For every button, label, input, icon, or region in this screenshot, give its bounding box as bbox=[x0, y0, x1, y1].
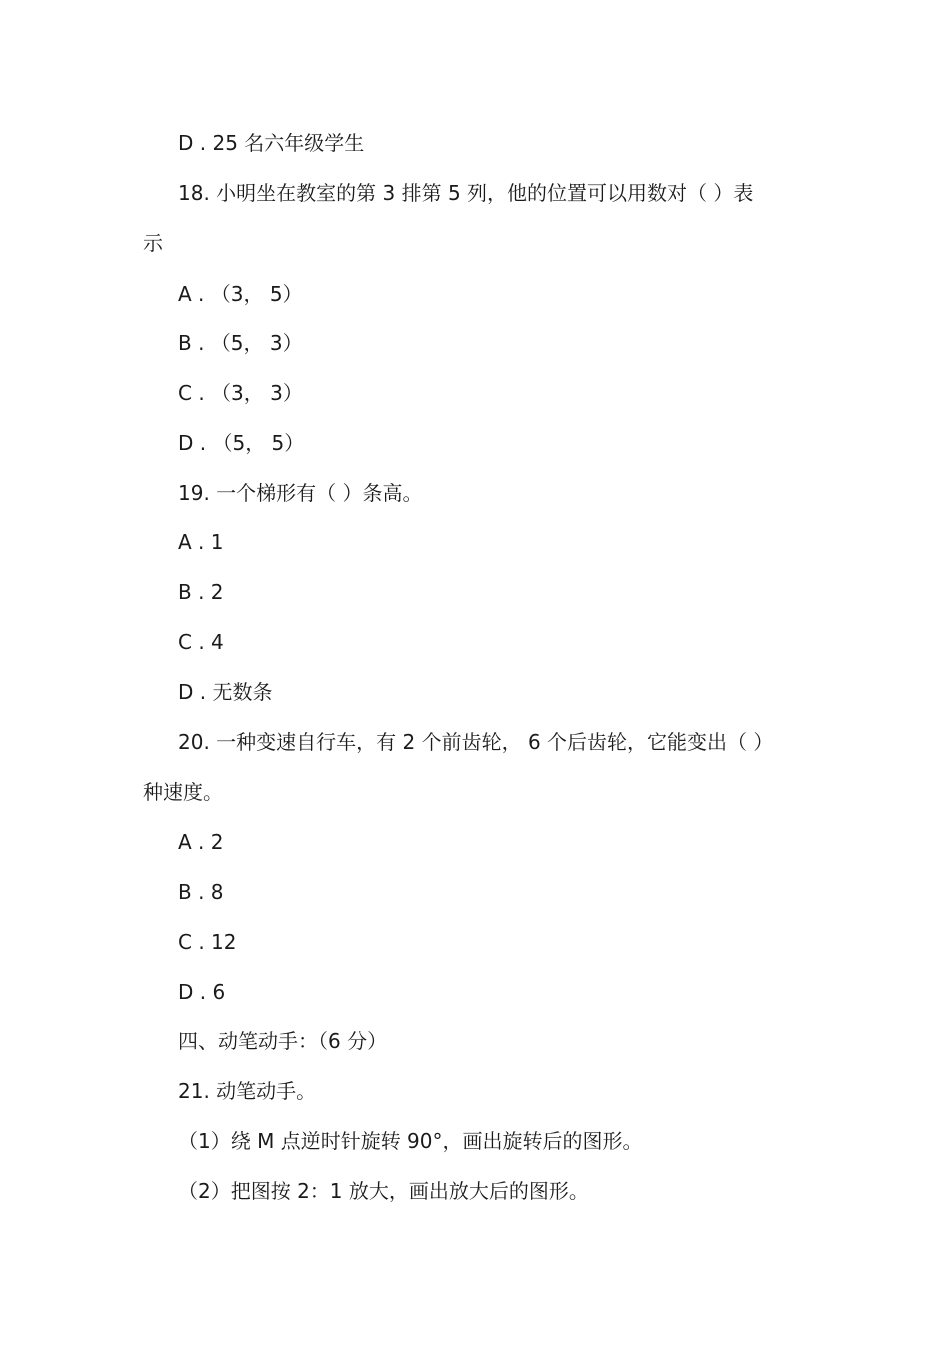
q19-option-c: C . 4 bbox=[178, 630, 224, 654]
q18-option-c: C . （3， 3） bbox=[178, 381, 303, 405]
q21-part1: （1）绕 M 点逆时针旋转 90°，画出旋转后的图形。 bbox=[178, 1129, 643, 1153]
q20-stem-line1: 20. 一种变速自行车，有 2 个前齿轮， 6 个后齿轮，它能变出（ ） bbox=[178, 730, 774, 754]
q17-option-d: D . 25 名六年级学生 bbox=[178, 131, 365, 155]
q19-stem: 19. 一个梯形有（ ）条高。 bbox=[178, 481, 423, 505]
q18-option-d: D . （5， 5） bbox=[178, 431, 305, 455]
section4-heading: 四、动笔动手：（6 分） bbox=[178, 1029, 388, 1053]
q19-option-b: B . 2 bbox=[178, 580, 224, 604]
q18-stem-line2: 示 bbox=[143, 231, 163, 255]
q19-option-a: A . 1 bbox=[178, 530, 224, 554]
q18-stem-line1: 18. 小明坐在教室的第 3 排第 5 列，他的位置可以用数对（ ）表 bbox=[178, 181, 754, 205]
q19-option-d: D . 无数条 bbox=[178, 680, 273, 704]
q20-option-c: C . 12 bbox=[178, 930, 237, 954]
q20-option-d: D . 6 bbox=[178, 980, 226, 1004]
q18-option-b: B . （5， 3） bbox=[178, 331, 303, 355]
q21-part2: （2）把图按 2：1 放大，画出放大后的图形。 bbox=[178, 1179, 589, 1203]
q20-stem-line2: 种速度。 bbox=[143, 780, 223, 804]
q20-option-b: B . 8 bbox=[178, 880, 224, 904]
q18-option-a: A . （3， 5） bbox=[178, 282, 303, 306]
q20-option-a: A . 2 bbox=[178, 830, 224, 854]
q21-stem: 21. 动笔动手。 bbox=[178, 1079, 317, 1103]
